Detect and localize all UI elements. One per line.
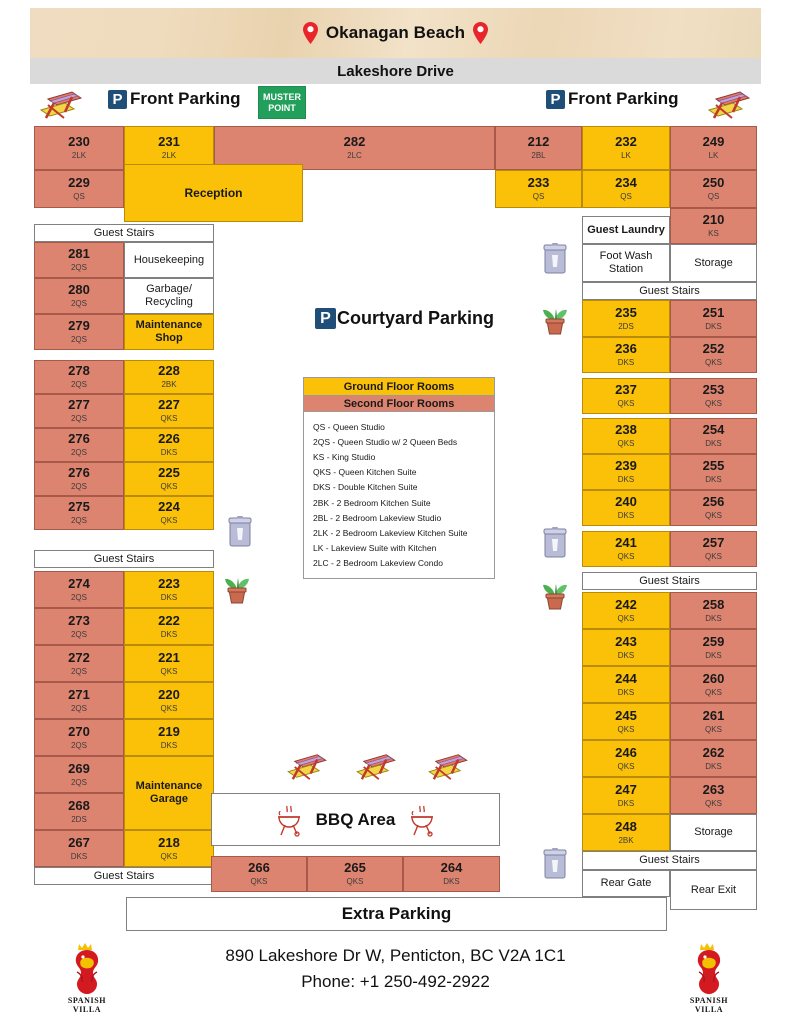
room-type: QKS bbox=[705, 399, 722, 408]
room-type: DKS bbox=[705, 321, 722, 331]
room-type: QKS bbox=[705, 358, 722, 367]
room-238[interactable] bbox=[582, 418, 670, 454]
legend-ground-floor-header: Ground Floor Rooms bbox=[304, 378, 494, 395]
potted-plant-icon-3 bbox=[222, 572, 252, 604]
parking-sign-icon-2: P bbox=[546, 90, 565, 109]
footer bbox=[0, 935, 791, 1024]
guest-stairs-west-c[interactable] bbox=[34, 867, 214, 885]
room-271[interactable] bbox=[34, 682, 124, 719]
room-number: 223 bbox=[158, 575, 180, 591]
room-type: QS bbox=[532, 192, 545, 201]
room-type: QKS bbox=[617, 399, 635, 408]
room-268[interactable] bbox=[34, 793, 124, 830]
room-230[interactable] bbox=[34, 126, 124, 170]
room-number: 244 bbox=[615, 670, 637, 686]
room-number: 276 bbox=[68, 465, 90, 480]
phone-line: Phone: +1 250-492-2922 bbox=[301, 972, 490, 991]
foot-wash-station[interactable] bbox=[582, 244, 670, 282]
trash-bin-icon-2 bbox=[543, 527, 567, 559]
map-pin-icon-2 bbox=[473, 22, 488, 44]
room-type: 2QS bbox=[70, 629, 87, 639]
room-257[interactable] bbox=[670, 531, 757, 567]
room-221[interactable] bbox=[124, 645, 214, 682]
legend-item: 2LC - 2 Bedroom Lakeview Condo bbox=[313, 558, 443, 569]
room-type: 2QS bbox=[70, 703, 87, 713]
room-type: DKS bbox=[705, 475, 722, 484]
muster-point-badge bbox=[258, 86, 306, 119]
room-type: 2QS bbox=[70, 448, 87, 457]
legend-item: KS - King Studio bbox=[313, 451, 376, 462]
room-269[interactable] bbox=[34, 756, 124, 793]
room-number: 236 bbox=[615, 341, 637, 356]
legend-item: DKS - Double Kitchen Suite bbox=[313, 482, 418, 493]
legend-item: 2BL - 2 Bedroom Lakeview Studio bbox=[313, 512, 442, 523]
room-type: QS bbox=[620, 192, 632, 201]
room-number: 282 bbox=[343, 134, 366, 149]
room-number: 243 bbox=[615, 633, 637, 649]
room-number: 230 bbox=[68, 134, 90, 149]
room-number: 254 bbox=[702, 422, 725, 437]
legend-item: QS - Queen Studio bbox=[313, 421, 385, 432]
legend-item: LK - Lakeview Suite with Kitchen bbox=[313, 543, 437, 554]
room-259[interactable] bbox=[670, 629, 757, 666]
storage-bottom[interactable] bbox=[670, 814, 757, 851]
guest-stairs-label: Guest Stairs bbox=[639, 284, 700, 297]
room-type: QKS bbox=[250, 877, 268, 886]
room-280[interactable] bbox=[34, 278, 124, 314]
room-261[interactable] bbox=[670, 703, 757, 740]
room-270[interactable] bbox=[34, 719, 124, 756]
guest-stairs-east-a[interactable] bbox=[582, 282, 757, 300]
room-type: DKS bbox=[617, 687, 635, 697]
room-210[interactable] bbox=[670, 208, 757, 244]
room-number: 240 bbox=[615, 494, 637, 509]
room-number: 256 bbox=[702, 494, 725, 509]
room-type: 2QS bbox=[70, 414, 87, 423]
guest-laundry[interactable] bbox=[582, 216, 670, 244]
room-244[interactable] bbox=[582, 666, 670, 703]
legend-item: QKS - Queen Kitchen Suite bbox=[313, 467, 417, 478]
room-number: 272 bbox=[68, 649, 90, 665]
room-237[interactable] bbox=[582, 378, 670, 414]
room-type: QKS bbox=[617, 439, 635, 448]
room-type: DKS bbox=[160, 448, 178, 457]
legend-second-floor-header: Second Floor Rooms bbox=[304, 395, 494, 412]
maintenance-shop-label: Maintenance Shop bbox=[135, 319, 203, 344]
reception[interactable] bbox=[124, 164, 303, 222]
room-279[interactable] bbox=[34, 314, 124, 350]
room-number: 275 bbox=[68, 499, 90, 514]
room-243[interactable] bbox=[582, 629, 670, 666]
room-233[interactable] bbox=[495, 170, 582, 208]
room-236[interactable] bbox=[582, 337, 670, 373]
room-number: 249 bbox=[702, 134, 725, 149]
room-220[interactable] bbox=[124, 682, 214, 719]
room-number: 270 bbox=[68, 723, 90, 739]
room-222[interactable] bbox=[124, 608, 214, 645]
logo-name-line1: SPANISH bbox=[689, 996, 729, 1005]
garbage-recycling-label: Garbage/ Recycling bbox=[145, 283, 193, 308]
room-number: 252 bbox=[702, 341, 725, 356]
legend-list bbox=[304, 412, 494, 578]
room-232[interactable] bbox=[582, 126, 670, 170]
room-number: 267 bbox=[68, 834, 90, 850]
front-parking-right bbox=[546, 89, 679, 109]
room-number: 262 bbox=[702, 744, 725, 760]
room-223[interactable] bbox=[124, 571, 214, 608]
room-type: LK bbox=[708, 151, 719, 160]
room-number: 263 bbox=[702, 781, 725, 797]
room-type: 2LC bbox=[347, 151, 362, 160]
room-type: QKS bbox=[705, 724, 722, 734]
room-number: 226 bbox=[158, 431, 180, 446]
room-type: QKS bbox=[705, 511, 722, 520]
room-234[interactable] bbox=[582, 170, 670, 208]
room-type: 2QS bbox=[70, 740, 87, 750]
front-parking-row bbox=[30, 86, 761, 122]
room-number: 238 bbox=[615, 422, 637, 437]
room-type: QKS bbox=[617, 552, 635, 561]
room-type: QKS bbox=[160, 851, 178, 861]
room-number: 229 bbox=[68, 175, 90, 190]
address-line: 890 Lakeshore Dr W, Penticton, BC V2A 1C1 bbox=[225, 946, 566, 965]
room-type: DKS bbox=[160, 740, 178, 750]
room-251[interactable] bbox=[670, 300, 757, 337]
maintenance-garage[interactable] bbox=[124, 756, 214, 830]
room-212[interactable] bbox=[495, 126, 582, 170]
picnic-table-icon-4 bbox=[352, 750, 398, 782]
street-band bbox=[30, 58, 761, 84]
guest-stairs-east-c[interactable] bbox=[582, 851, 757, 870]
room-number: 281 bbox=[68, 246, 90, 261]
room-276-a[interactable] bbox=[34, 428, 124, 462]
room-number: 257 bbox=[702, 535, 725, 550]
room-type: 2QS bbox=[70, 666, 87, 676]
logo-right bbox=[672, 938, 746, 1014]
room-226[interactable] bbox=[124, 428, 214, 462]
room-264[interactable] bbox=[403, 856, 500, 892]
room-263[interactable] bbox=[670, 777, 757, 814]
room-type: DKS bbox=[617, 358, 635, 367]
room-type: QKS bbox=[160, 703, 178, 713]
picnic-table-icon-5 bbox=[424, 750, 470, 782]
room-number: 265 bbox=[344, 860, 366, 875]
room-275[interactable] bbox=[34, 496, 124, 530]
room-number: 278 bbox=[68, 363, 90, 378]
rear-gate[interactable] bbox=[582, 870, 670, 897]
room-number: 261 bbox=[702, 707, 725, 723]
room-type: QKS bbox=[617, 613, 635, 623]
legend-item: 2QS - Queen Studio w/ 2 Queen Beds bbox=[313, 436, 458, 447]
picnic-table-icon-2 bbox=[706, 87, 750, 121]
room-number: 227 bbox=[158, 397, 180, 412]
room-218[interactable] bbox=[124, 830, 214, 867]
room-250[interactable] bbox=[670, 170, 757, 208]
extra-parking[interactable] bbox=[126, 897, 667, 931]
room-245[interactable] bbox=[582, 703, 670, 740]
room-258[interactable] bbox=[670, 592, 757, 629]
room-255[interactable] bbox=[670, 454, 757, 490]
room-number: 251 bbox=[702, 304, 725, 320]
storage-top[interactable] bbox=[670, 244, 757, 282]
room-256[interactable] bbox=[670, 490, 757, 526]
room-type: 2LK bbox=[71, 151, 87, 160]
room-219[interactable] bbox=[124, 719, 214, 756]
room-type: QS bbox=[707, 192, 720, 201]
room-number: 235 bbox=[615, 304, 637, 320]
room-type: 2QS bbox=[70, 335, 87, 344]
room-number: 255 bbox=[702, 458, 725, 473]
room-239[interactable] bbox=[582, 454, 670, 490]
room-number: 271 bbox=[68, 686, 90, 702]
room-274[interactable] bbox=[34, 571, 124, 608]
room-number: 276 bbox=[68, 431, 90, 446]
room-number: 210 bbox=[702, 212, 725, 227]
housekeeping-label: Housekeeping bbox=[133, 253, 205, 266]
logo-name-line2: VILLA bbox=[72, 1005, 102, 1014]
room-type: DKS bbox=[160, 592, 178, 602]
maintenance-shop[interactable] bbox=[124, 314, 214, 350]
bbq-area[interactable] bbox=[211, 793, 500, 846]
room-type: 2QS bbox=[70, 299, 87, 308]
room-number: 239 bbox=[615, 458, 637, 473]
room-type: 2QS bbox=[70, 263, 87, 272]
rear-exit-label: Rear Exit bbox=[690, 883, 737, 896]
guest-stairs-west-a[interactable] bbox=[34, 224, 214, 242]
picnic-table-icon-3 bbox=[283, 750, 329, 782]
room-number: 277 bbox=[68, 397, 90, 412]
room-278[interactable] bbox=[34, 360, 124, 394]
room-type: 2QS bbox=[70, 592, 87, 602]
room-number: 242 bbox=[615, 596, 637, 612]
reception-label: Reception bbox=[184, 185, 243, 200]
room-number: 247 bbox=[615, 781, 637, 797]
room-type: 2BK bbox=[161, 380, 177, 389]
muster-line1: MUSTER bbox=[263, 91, 301, 102]
room-267[interactable] bbox=[34, 830, 124, 867]
room-type: DKS bbox=[160, 629, 178, 639]
beach-band bbox=[30, 8, 761, 58]
grill-icon bbox=[275, 803, 303, 837]
room-type: DKS bbox=[705, 613, 722, 623]
logo-name-line2: VILLA bbox=[694, 1005, 724, 1014]
room-242[interactable] bbox=[582, 592, 670, 629]
front-parking-left bbox=[108, 89, 241, 109]
room-type: KS bbox=[708, 229, 719, 238]
trash-bin-icon-4 bbox=[228, 516, 252, 548]
room-type: DKS bbox=[617, 650, 635, 660]
guest-stairs-label: Guest Stairs bbox=[639, 574, 700, 587]
room-253[interactable] bbox=[670, 378, 757, 414]
room-number: 212 bbox=[527, 134, 550, 149]
parking-sign-icon: P bbox=[108, 90, 127, 109]
room-number: 269 bbox=[68, 760, 90, 776]
street-label: Lakeshore Drive bbox=[337, 62, 454, 80]
room-252[interactable] bbox=[670, 337, 757, 373]
room-type: 2DS bbox=[71, 814, 87, 824]
potted-plant-icon bbox=[540, 303, 570, 335]
picnic-table-icon bbox=[38, 87, 82, 121]
room-number: 280 bbox=[68, 282, 90, 297]
potted-plant-icon-2 bbox=[540, 578, 570, 610]
room-type: 2DS bbox=[618, 321, 634, 331]
room-number: 234 bbox=[615, 175, 637, 190]
room-266[interactable] bbox=[211, 856, 307, 892]
storage-label: Storage bbox=[694, 256, 733, 269]
room-249[interactable] bbox=[670, 126, 757, 170]
room-272[interactable] bbox=[34, 645, 124, 682]
trash-bin-icon bbox=[543, 243, 567, 275]
room-number: 220 bbox=[158, 686, 180, 702]
room-277[interactable] bbox=[34, 394, 124, 428]
room-260[interactable] bbox=[670, 666, 757, 703]
room-225[interactable] bbox=[124, 462, 214, 496]
guest-laundry-label: Guest Laundry bbox=[587, 223, 665, 236]
room-number: 266 bbox=[248, 860, 270, 875]
room-229[interactable] bbox=[34, 170, 124, 208]
garbage-recycling[interactable] bbox=[124, 278, 214, 314]
courtyard-parking bbox=[315, 308, 494, 329]
room-number: 258 bbox=[702, 596, 725, 612]
room-type: DKS bbox=[70, 851, 88, 861]
guest-stairs-label: Guest Stairs bbox=[93, 869, 155, 882]
room-type: DKS bbox=[617, 798, 635, 808]
bbq-area-label: BBQ Area bbox=[315, 809, 396, 829]
trash-bin-icon-3 bbox=[543, 848, 567, 880]
room-type: 2BK bbox=[618, 835, 634, 845]
room-type: QKS bbox=[617, 761, 635, 771]
maintenance-garage-label: Maintenance Garage bbox=[135, 780, 203, 805]
foot-wash-label: Foot Wash Station bbox=[599, 250, 653, 275]
parking-sign-icon-3: P bbox=[315, 308, 336, 329]
beach-label: Okanagan Beach bbox=[325, 23, 466, 42]
room-number: 260 bbox=[702, 670, 725, 686]
room-number: 233 bbox=[527, 175, 550, 190]
legend-item: 2LK - 2 Bedroom Lakeview Kitchen Suite bbox=[313, 527, 468, 538]
rear-gate-label: Rear Gate bbox=[600, 877, 652, 889]
room-276-b[interactable] bbox=[34, 462, 124, 496]
room-number: 241 bbox=[615, 535, 637, 550]
room-number: 250 bbox=[702, 175, 725, 190]
rear-exit[interactable] bbox=[670, 870, 757, 910]
guest-stairs-label: Guest Stairs bbox=[93, 226, 155, 239]
room-number: 231 bbox=[158, 134, 180, 149]
room-number: 232 bbox=[615, 134, 637, 149]
room-number: 221 bbox=[158, 649, 180, 665]
room-type: 2QS bbox=[70, 380, 87, 389]
guest-stairs-label: Guest Stairs bbox=[93, 552, 155, 565]
room-number: 259 bbox=[702, 633, 725, 649]
room-type: QS bbox=[73, 192, 85, 201]
front-parking-right-label: Front Parking bbox=[568, 89, 679, 108]
room-number: 274 bbox=[68, 575, 90, 591]
room-281[interactable] bbox=[34, 242, 124, 278]
extra-parking-label: Extra Parking bbox=[341, 904, 452, 923]
room-number: 268 bbox=[68, 797, 90, 813]
room-type: DKS bbox=[705, 439, 722, 448]
room-number: 222 bbox=[158, 612, 180, 628]
room-type: DKS bbox=[443, 877, 460, 886]
room-number: 228 bbox=[158, 363, 180, 378]
room-type: QKS bbox=[617, 724, 635, 734]
room-type: 2BL bbox=[531, 151, 546, 160]
room-number: 245 bbox=[615, 707, 637, 723]
room-type: QKS bbox=[705, 798, 722, 808]
housekeeping[interactable] bbox=[124, 242, 214, 278]
room-type: QKS bbox=[160, 414, 178, 423]
room-241[interactable] bbox=[582, 531, 670, 567]
logo-name-line1: SPANISH bbox=[67, 996, 107, 1005]
room-type: 2QS bbox=[70, 777, 87, 787]
room-type: 2LK bbox=[161, 151, 177, 160]
guest-stairs-west-b[interactable] bbox=[34, 550, 214, 568]
guest-stairs-label: Guest Stairs bbox=[639, 854, 700, 866]
room-number: 224 bbox=[158, 499, 180, 514]
room-type: LK bbox=[621, 151, 631, 160]
room-273[interactable] bbox=[34, 608, 124, 645]
room-number: 237 bbox=[615, 382, 637, 397]
room-type: DKS bbox=[617, 511, 635, 520]
front-parking-left-label: Front Parking bbox=[130, 89, 241, 108]
guest-stairs-east-b[interactable] bbox=[582, 572, 757, 590]
room-type: DKS bbox=[705, 761, 722, 771]
room-type: QKS bbox=[160, 666, 178, 676]
room-type: QKS bbox=[160, 482, 178, 491]
room-type: QKS bbox=[160, 516, 178, 525]
room-227[interactable] bbox=[124, 394, 214, 428]
room-265[interactable] bbox=[307, 856, 403, 892]
courtyard-parking-label: Courtyard Parking bbox=[337, 308, 495, 328]
room-247[interactable] bbox=[582, 777, 670, 814]
legend bbox=[303, 377, 495, 579]
room-262[interactable] bbox=[670, 740, 757, 777]
map-pin-icon bbox=[303, 22, 318, 44]
room-type: DKS bbox=[705, 650, 722, 660]
room-number: 248 bbox=[615, 818, 637, 834]
room-type: QKS bbox=[346, 877, 364, 886]
legend-item: 2BK - 2 Bedroom Kitchen Suite bbox=[313, 497, 431, 508]
room-type: QKS bbox=[705, 687, 722, 697]
room-type: 2QS bbox=[70, 516, 87, 525]
room-number: 246 bbox=[615, 744, 637, 760]
room-type: QKS bbox=[705, 552, 722, 561]
room-228[interactable] bbox=[124, 360, 214, 394]
room-248[interactable] bbox=[582, 814, 670, 851]
room-254[interactable] bbox=[670, 418, 757, 454]
room-number: 219 bbox=[158, 723, 180, 739]
room-number: 253 bbox=[702, 382, 725, 397]
room-246[interactable] bbox=[582, 740, 670, 777]
grill-icon-2 bbox=[408, 803, 436, 837]
room-type: DKS bbox=[617, 475, 635, 484]
room-number: 279 bbox=[68, 318, 90, 333]
storage-label: Storage bbox=[694, 826, 733, 838]
room-224[interactable] bbox=[124, 496, 214, 530]
room-240[interactable] bbox=[582, 490, 670, 526]
room-number: 273 bbox=[68, 612, 90, 628]
room-number: 218 bbox=[158, 834, 180, 850]
muster-line2: POINT bbox=[268, 102, 296, 113]
room-number: 264 bbox=[440, 860, 463, 875]
room-235[interactable] bbox=[582, 300, 670, 337]
room-type: 2QS bbox=[70, 482, 87, 491]
room-number: 225 bbox=[158, 465, 180, 480]
